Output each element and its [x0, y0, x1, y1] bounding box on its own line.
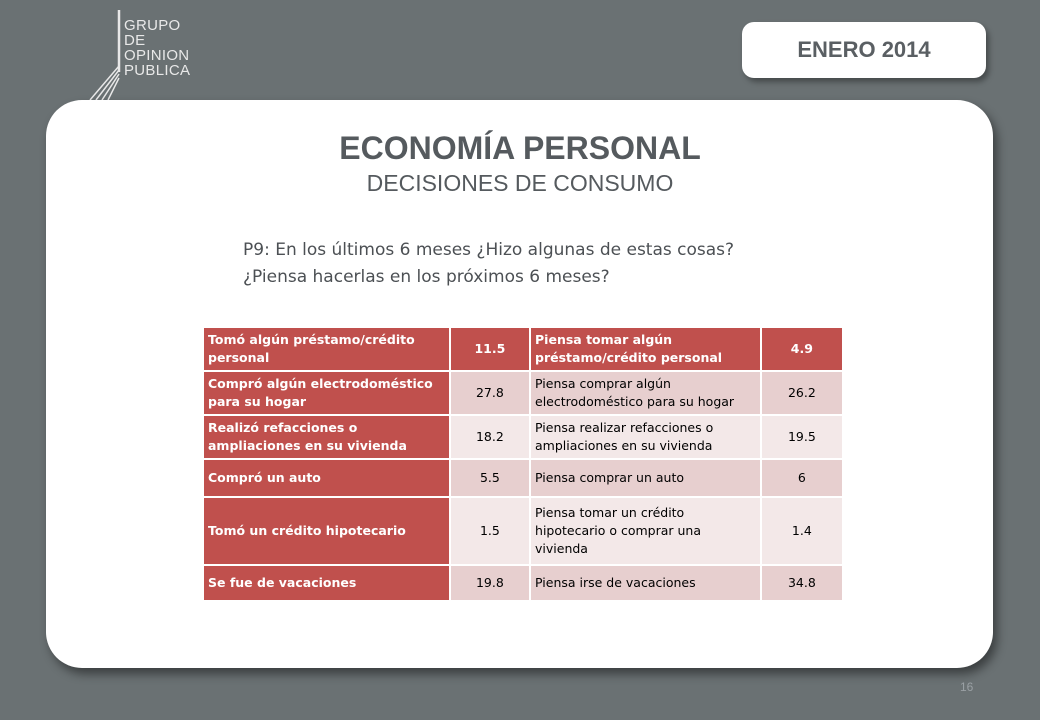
did-value-cell: 1.5 [450, 497, 530, 565]
logo-line: OPINION [124, 47, 190, 64]
did-value-cell: 11.5 [450, 327, 530, 371]
page-subtitle: DECISIONES DE CONSUMO [366, 170, 674, 196]
logo-line: PUBLICA [124, 62, 191, 79]
did-cell: Se fue de vacaciones [203, 565, 450, 601]
plan-value-cell: 34.8 [761, 565, 843, 601]
did-value-cell: 19.8 [450, 565, 530, 601]
plan-value-cell: 6 [761, 459, 843, 497]
logo-text [124, 18, 190, 78]
logo-line: DE [124, 32, 146, 49]
table-row [203, 497, 843, 565]
plan-cell: Piensa comprar algún electrodoméstico para su hogar [530, 371, 761, 415]
logo [86, 8, 206, 100]
table-row [203, 371, 843, 415]
page-title: ECONOMÍA PERSONAL [339, 130, 701, 166]
results-table [202, 326, 844, 602]
table-row [203, 459, 843, 497]
table-row [203, 415, 843, 459]
did-value-cell: 27.8 [450, 371, 530, 415]
page-number: 16 [960, 680, 974, 694]
did-cell: Tomó algún préstamo/crédito personal [203, 327, 450, 371]
plan-value-cell: 1.4 [761, 497, 843, 565]
did-value-cell: 18.2 [450, 415, 530, 459]
plan-cell: Piensa realizar refacciones o ampliaciones en su vivienda [530, 415, 761, 459]
date-badge: ENERO 2014 [742, 22, 986, 78]
survey-question [243, 237, 863, 291]
table-row [203, 327, 843, 371]
plan-cell: Piensa tomar un crédito hipotecario o comprar una vivienda [530, 497, 761, 565]
plan-value-cell: 26.2 [761, 371, 843, 415]
did-cell: Compró un auto [203, 459, 450, 497]
did-cell: Compró algún electrodoméstico para su hogar [203, 371, 450, 415]
did-value-cell: 5.5 [450, 459, 530, 497]
logo-line: GRUPO [124, 17, 181, 34]
plan-cell: Piensa tomar algún préstamo/crédito personal [530, 327, 761, 371]
logo-lines-icon [86, 8, 126, 100]
plan-value-cell: 19.5 [761, 415, 843, 459]
plan-cell: Piensa irse de vacaciones [530, 565, 761, 601]
table-row [203, 565, 843, 601]
did-cell: Tomó un crédito hipotecario [203, 497, 450, 565]
question-line: ¿Piensa hacerlas en los próximos 6 meses? [243, 267, 610, 287]
did-cell: Realizó refacciones o ampliaciones en su vivienda [203, 415, 450, 459]
plan-cell: Piensa comprar un auto [530, 459, 761, 497]
question-line: P9: En los últimos 6 meses ¿Hizo algunas de estas cosas? [243, 240, 735, 260]
plan-value-cell: 4.9 [761, 327, 843, 371]
